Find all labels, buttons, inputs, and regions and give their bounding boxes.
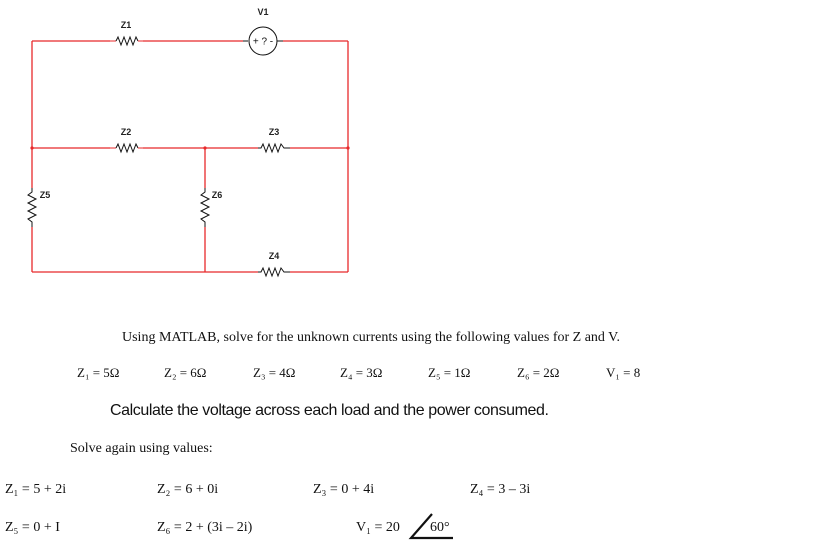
- set1-z3: Z₃ = 4Ω: [253, 365, 296, 380]
- z1-label: Z1: [120, 20, 132, 30]
- set1-z6: Z₆ = 2Ω: [517, 365, 560, 380]
- calc-instruction: Calculate the voltage across each load and the power consumed.: [110, 402, 549, 419]
- z6-resistor: [201, 188, 209, 227]
- v1-label: V1: [257, 7, 269, 17]
- set2-z4: Z₄ = 3 – 3i: [470, 482, 531, 497]
- set2-z1: Z₁ = 5 + 2i: [5, 482, 67, 497]
- set1-z5: Z₅ = 1Ω: [428, 365, 471, 380]
- z6-label: Z6: [211, 190, 223, 200]
- set2-z6: Z₆ = 2 + (3i – 2i): [157, 520, 253, 535]
- z1-resistor: [110, 37, 143, 45]
- z3-resistor: [258, 144, 290, 152]
- set2-v1-angle: 60°: [430, 520, 450, 535]
- z3-label: Z3: [268, 127, 280, 137]
- z2-resistor: [110, 144, 143, 152]
- set2-z2: Z₂ = 6 + 0i: [157, 482, 219, 497]
- solve-again: Solve again using values:: [70, 441, 213, 456]
- circuit-wires: [32, 41, 348, 272]
- v1-source-symbol: + ? -: [252, 36, 274, 48]
- z5-label: Z5: [39, 190, 51, 200]
- set1-z4: Z₄ = 3Ω: [340, 365, 383, 380]
- z2-label: Z2: [120, 127, 132, 137]
- set2-v1: V₁ = 20: [356, 520, 400, 535]
- set1-z2: Z₂ = 6Ω: [164, 365, 207, 380]
- z4-label: Z4: [268, 251, 280, 261]
- problem-intro: Using MATLAB, solve for the unknown currents using the following values for Z and V.: [122, 330, 620, 345]
- z5-resistor: [28, 188, 36, 227]
- set1-v1: V₁ = 8: [606, 365, 641, 380]
- z4-resistor: [258, 268, 290, 276]
- set2-z5: Z₅ = 0 + I: [5, 520, 60, 535]
- set2-z3: Z₃ = 0 + 4i: [313, 482, 375, 497]
- set1-z1: Z₁ = 5Ω: [77, 365, 120, 380]
